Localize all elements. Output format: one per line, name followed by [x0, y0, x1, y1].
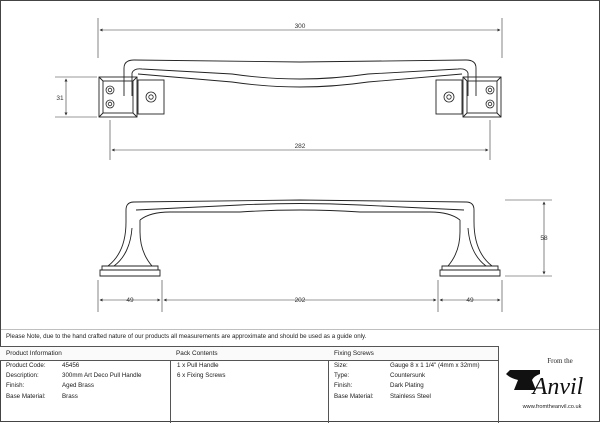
- product-value: Brass: [62, 392, 78, 400]
- fixing-screws-panel: [328, 346, 499, 423]
- screw-label: Base Material:: [334, 392, 374, 400]
- product-value: 45456: [62, 362, 80, 369]
- product-label: Base Material:: [6, 392, 46, 400]
- product-row: [0, 381, 170, 391]
- pack-contents-panel: [170, 346, 329, 423]
- screw-row: [328, 361, 498, 371]
- logo-brand: Anvil: [532, 374, 584, 400]
- pack-item: [170, 361, 328, 371]
- screw-row: [328, 371, 498, 381]
- dim-label-31: 31: [56, 95, 64, 102]
- screw-value: Countersunk: [390, 372, 426, 380]
- dim-label-300: 300: [294, 23, 306, 30]
- product-information-panel: [0, 346, 171, 423]
- screw-row: [328, 392, 498, 402]
- screw-row: [328, 381, 498, 391]
- screw-value: Gauge 8 x 1 1/4" (4mm x 32mm): [390, 362, 480, 369]
- product-label: Product Code:: [6, 362, 46, 369]
- dim-label-49-right: 49: [466, 297, 474, 304]
- from-the-anvil-logo: [500, 350, 598, 420]
- screw-label: Type:: [334, 372, 350, 380]
- product-value: Aged Brass: [62, 382, 94, 390]
- pack-item-text: 1 x Pull Handle: [177, 362, 219, 369]
- product-label: Description:: [6, 372, 39, 380]
- dim-label-202: 202: [294, 297, 306, 304]
- logo-from-the: From the: [547, 357, 573, 365]
- dim-top-centres: [110, 120, 490, 160]
- dim-label-49-left: 49: [126, 297, 134, 304]
- screw-value: Stainless Steel: [390, 392, 431, 400]
- product-label: Finish:: [6, 382, 25, 390]
- fixing-screws-heading: Fixing Screws: [328, 347, 498, 361]
- side-view: [100, 200, 500, 276]
- pack-contents-heading: Pack Contents: [170, 347, 328, 361]
- dim-label-58: 58: [540, 235, 548, 242]
- pack-item: [170, 371, 328, 381]
- product-information-heading: Product Information: [0, 347, 170, 361]
- screw-label: Finish:: [334, 382, 353, 390]
- top-view: [99, 60, 501, 117]
- product-row: [0, 361, 170, 371]
- pack-item-text: 6 x Fixing Screws: [177, 372, 226, 380]
- product-value: 300mm Art Deco Pull Handle: [62, 372, 142, 380]
- screw-label: Size:: [334, 362, 348, 369]
- disclaimer-note: Please Note, due to the hand crafted nature of our products all measurements are approximate and should be used as a guide only.: [6, 333, 367, 340]
- logo-url: www.fromtheanvil.co.uk: [522, 404, 582, 410]
- dim-label-282: 282: [294, 143, 306, 150]
- product-row: [0, 392, 170, 402]
- dim-side-bottom: [98, 280, 502, 312]
- screw-value: Dark Plating: [390, 382, 424, 390]
- product-row: [0, 371, 170, 381]
